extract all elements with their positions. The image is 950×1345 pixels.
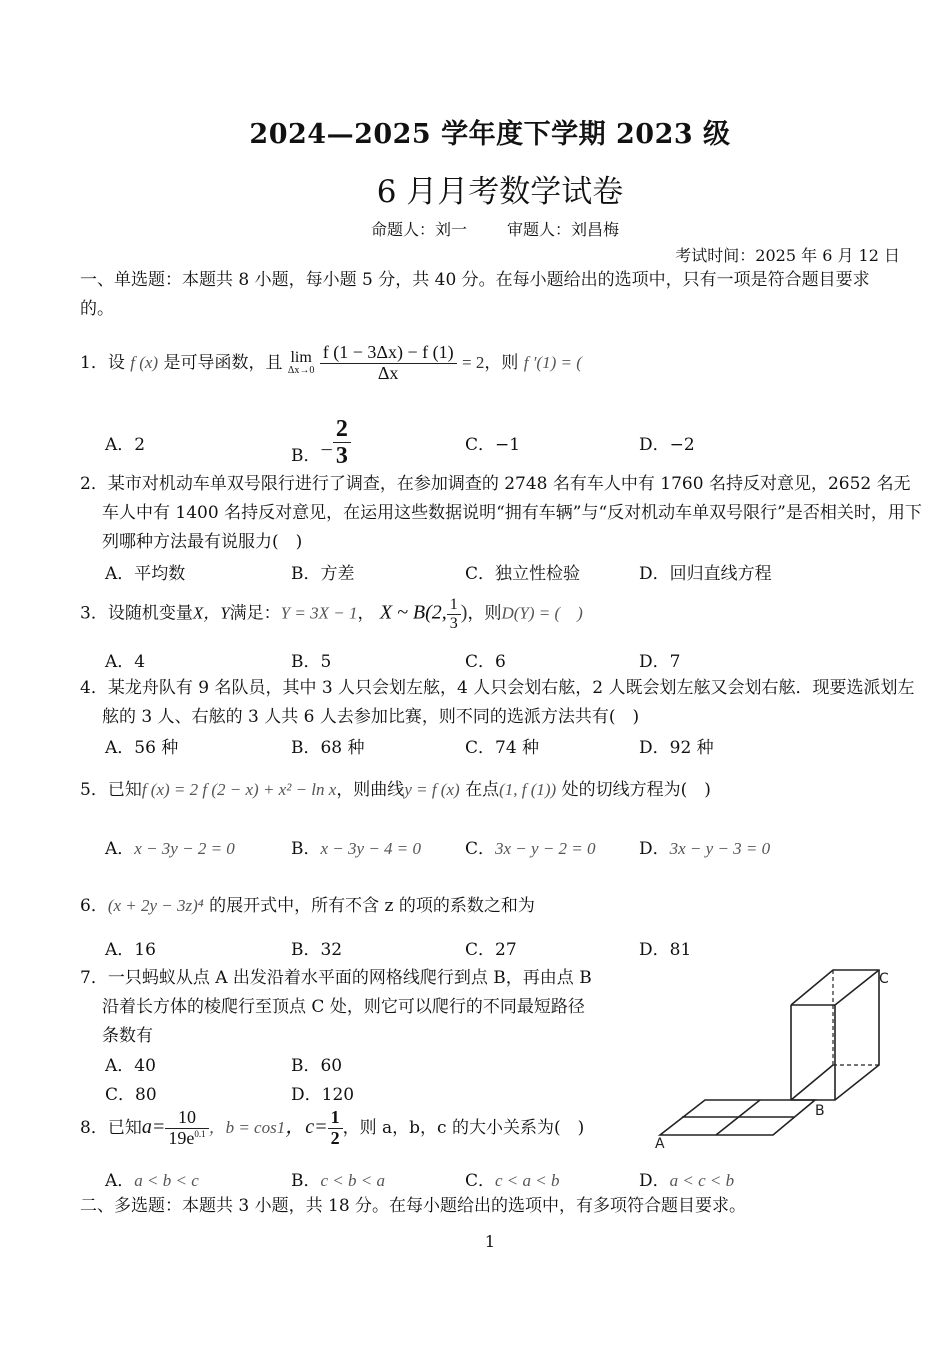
question-5 bbox=[80, 775, 711, 800]
q7-option-b[interactable]: B．60 bbox=[291, 1056, 343, 1076]
q1-tail: ，则 bbox=[484, 352, 519, 373]
q1-option-b-label: B． bbox=[291, 446, 321, 467]
q7-option-a[interactable]: A．40 bbox=[105, 1056, 156, 1076]
section2-heading: 二、多选题：本题共 3 小题，共 18 分。在每小题给出的选项中，有多项符合题目要求。 bbox=[80, 1196, 747, 1216]
q8-a-lhs: a= bbox=[141, 1115, 166, 1138]
q3-dist: X ~ B(2, bbox=[379, 601, 447, 624]
reviewer: 审题人：刘昌梅 bbox=[507, 220, 620, 239]
q5-option-c-value: 3x − y − 2 = 0 bbox=[495, 839, 596, 858]
q8-c-lhs: ，c= bbox=[285, 1115, 328, 1138]
question-2: 2．某市对机动车单双号限行进行了调查，在参加调查的 2748 名有车人中有 1760 名持反对意见，2652 名无车人中有 1400 名持反对意见，在运用这些数据说明“拥有车辆”与“反对机动车单双号限行”是否相关时，用下列哪种方法最有说服力( ) bbox=[80, 474, 922, 552]
q1-lead: 设 bbox=[107, 352, 125, 373]
question-3 bbox=[80, 596, 583, 632]
q6-option-c[interactable]: C．27 bbox=[465, 940, 517, 960]
q5-mid2: 在点 bbox=[465, 780, 500, 800]
q6-option-a[interactable]: A．16 bbox=[105, 940, 156, 960]
q2-option-c[interactable]: C．独立性检验 bbox=[465, 564, 581, 584]
q5-curve: y = f (x) bbox=[404, 780, 460, 799]
q5-option-a[interactable] bbox=[105, 834, 235, 859]
page-number: 1 bbox=[484, 1232, 496, 1251]
q5-point: (1, f (1)) bbox=[499, 780, 557, 799]
q5-tail: 处的切线方程为( ) bbox=[561, 780, 711, 800]
q1-option-a[interactable]: A．2 bbox=[105, 435, 146, 455]
q8-a-exp: 0.1 bbox=[194, 1128, 206, 1139]
q8-option-c[interactable] bbox=[465, 1166, 560, 1191]
question-7-line2: 沿着长方体的棱爬行至顶点 C 处，则它可以爬行的不同最短路径 bbox=[102, 997, 585, 1017]
q8-option-c-value: c < a < b bbox=[495, 1171, 560, 1190]
q4-option-d[interactable]: D．92 种 bbox=[639, 738, 714, 758]
q5-mid: ，则曲线 bbox=[336, 780, 405, 800]
q5-option-d[interactable] bbox=[639, 834, 770, 859]
q1-option-c[interactable]: C．−1 bbox=[465, 435, 521, 455]
q3-mid: 满足： bbox=[229, 603, 281, 624]
question-4: 4．某龙舟队有 9 名队员，其中 3 人只会划左舷，4 人只会划右舷，2 人既会划左舷又会划右舷．现要选派划左舷的 3 人、右舷的 3 人共 6 人去参加比赛，则不同的选派方法共有( ) bbox=[80, 678, 915, 727]
q1-option-b[interactable] bbox=[291, 416, 351, 470]
question-1 bbox=[80, 343, 582, 384]
q1-option-d[interactable]: D．−2 bbox=[639, 435, 695, 455]
q3-dist-den: 3 bbox=[449, 614, 458, 632]
q1-number: 1． bbox=[80, 352, 108, 373]
q2-option-d[interactable]: D．回归直线方程 bbox=[639, 564, 772, 584]
exam-title-line2: 6 月月考数学试卷 bbox=[376, 174, 624, 210]
q8-option-a-label: A． bbox=[105, 1171, 135, 1191]
question-7-line3: 条数有 bbox=[102, 1026, 153, 1046]
q5-option-d-value: 3x − y − 3 = 0 bbox=[669, 839, 771, 858]
exam-time: 考试时间：2025 年 6 月 12 日 bbox=[675, 246, 900, 265]
q5-option-b-label: B． bbox=[291, 839, 321, 859]
q4-option-b[interactable]: B．68 种 bbox=[291, 738, 365, 758]
q8-a-den-base: 19e bbox=[168, 1127, 195, 1148]
q3-vars: X，Y bbox=[192, 603, 230, 623]
q1-option-b-num: 2 bbox=[333, 416, 351, 443]
q8-option-b-value: c < b < a bbox=[320, 1171, 385, 1190]
q1-ask: f ′(1) = ( bbox=[523, 352, 582, 372]
q8-option-a-value: a < b < c bbox=[134, 1171, 199, 1190]
q1-numerator: f (1 − 3Δx) − f (1) bbox=[320, 343, 457, 364]
q3-eq1: Y = 3X − 1 bbox=[280, 603, 358, 623]
q3-ask: D(Y) = ( ) bbox=[501, 603, 583, 623]
q2-option-b[interactable]: B．方差 bbox=[291, 564, 355, 584]
q8-option-c-label: C． bbox=[465, 1171, 496, 1191]
q3-dist-frac bbox=[447, 596, 461, 632]
q8-c-frac bbox=[328, 1108, 343, 1149]
q5-option-c[interactable] bbox=[465, 834, 596, 859]
q8-option-b[interactable] bbox=[291, 1166, 385, 1191]
q8-option-d-label: D． bbox=[639, 1171, 670, 1191]
q5-lead: 5．已知 bbox=[80, 780, 142, 800]
q5-option-c-label: C． bbox=[465, 839, 496, 859]
q8-option-d[interactable] bbox=[639, 1166, 734, 1191]
q3-option-b[interactable]: B．5 bbox=[291, 652, 332, 672]
q1-eq: = 2 bbox=[461, 352, 485, 372]
q4-option-a[interactable]: A．56 种 bbox=[105, 738, 179, 758]
q3-dist-close: ) bbox=[460, 601, 468, 624]
q1-denominator: Δx bbox=[377, 362, 399, 383]
q1-mid: 是可导函数，且 bbox=[163, 352, 283, 373]
fig-label-b: B bbox=[815, 1103, 825, 1119]
q8-option-b-label: B． bbox=[291, 1171, 321, 1191]
authors-line bbox=[0, 217, 950, 240]
setter: 命题人：刘一 bbox=[370, 220, 467, 239]
q3-comma: ， bbox=[357, 603, 375, 624]
fig-label-a: A bbox=[655, 1136, 665, 1150]
q7-option-c[interactable]: C．80 bbox=[105, 1085, 157, 1105]
q4-option-c[interactable]: C．74 种 bbox=[465, 738, 540, 758]
q1-lim-word: lim bbox=[290, 349, 312, 367]
q3-option-a[interactable]: A．4 bbox=[105, 652, 146, 672]
q5-option-d-label: D． bbox=[639, 839, 670, 859]
cuboid-grid-diagram bbox=[655, 965, 900, 1150]
q8-a-num: 10 bbox=[165, 1108, 208, 1129]
q7-option-d[interactable]: D．120 bbox=[291, 1085, 355, 1105]
q8-a-den bbox=[165, 1129, 208, 1149]
q8-c-num: 1 bbox=[328, 1108, 343, 1129]
q1-limit bbox=[288, 350, 314, 376]
q5-option-b[interactable] bbox=[291, 834, 421, 859]
q1-fx: f (x) bbox=[130, 352, 159, 372]
q8-c-den: 2 bbox=[330, 1127, 340, 1148]
q3-option-c[interactable]: C．6 bbox=[465, 652, 506, 672]
fig-label-c: C bbox=[879, 971, 889, 987]
q8-a-frac bbox=[165, 1108, 208, 1149]
q2-option-a[interactable]: A．平均数 bbox=[105, 564, 186, 584]
q5-fx: f (x) = 2 f (2 − x) + x² − ln x bbox=[141, 780, 337, 799]
q6-lead: 6． bbox=[80, 896, 108, 916]
q1-option-b-sign: − bbox=[320, 437, 333, 463]
q7-figure bbox=[655, 965, 900, 1155]
q3-option-d[interactable]: D．7 bbox=[639, 652, 681, 672]
q8-tail: ，则 a，b，c 的大小关系为( ) bbox=[342, 1117, 585, 1138]
question-8 bbox=[80, 1108, 584, 1149]
q3-lead: 3．设随机变量 bbox=[80, 603, 193, 624]
q3-then: ，则 bbox=[467, 603, 502, 624]
q8-option-d-value: a < c < b bbox=[669, 1171, 735, 1190]
q5-option-a-value: x − 3y − 2 = 0 bbox=[134, 839, 235, 858]
q6-option-b[interactable]: B．32 bbox=[291, 940, 343, 960]
exam-title-line1: 2024—2025 学年度下学期 2023 级 bbox=[249, 119, 731, 150]
section1-heading: 一、单选题：本题共 8 小题，每小题 5 分，共 40 分。在每小题给出的选项中，只有一项是符合题目要求的。 bbox=[80, 270, 870, 319]
question-6 bbox=[80, 891, 535, 916]
q1-fraction bbox=[320, 343, 457, 384]
q1-lim-sub: Δx→0 bbox=[287, 365, 315, 377]
q6-expr: (x + 2y − 3z)⁴ bbox=[107, 896, 204, 915]
q1-option-b-frac bbox=[333, 416, 351, 470]
q8-b-def: ，b = cos1 bbox=[208, 1117, 286, 1137]
question-7-line1: 7．一只蚂蚁从点 A 出发沿着水平面的网格线爬行到点 B，再由点 B bbox=[80, 968, 592, 988]
q5-option-a-label: A． bbox=[105, 839, 135, 859]
q5-option-b-value: x − 3y − 4 = 0 bbox=[320, 839, 422, 858]
q8-lead: 8．已知 bbox=[80, 1117, 142, 1138]
q6-option-d[interactable]: D．81 bbox=[639, 940, 692, 960]
q6-tail: 的展开式中，所有不含 z 的项的系数之和为 bbox=[209, 896, 535, 916]
q3-dist-num: 1 bbox=[447, 596, 461, 615]
q8-option-a[interactable] bbox=[105, 1166, 199, 1191]
q1-option-b-den: 3 bbox=[335, 443, 348, 470]
